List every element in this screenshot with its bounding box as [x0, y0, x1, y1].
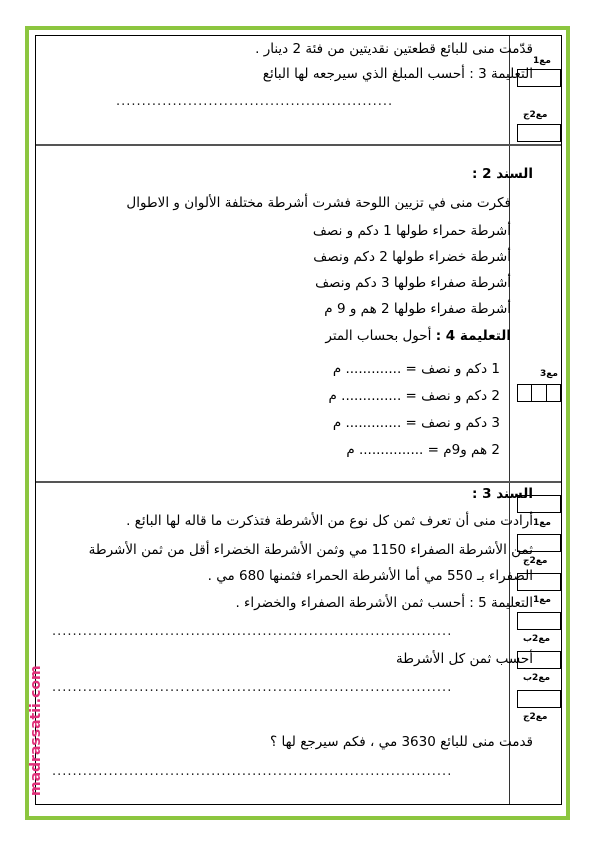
- criterion-label: مع2ج: [523, 712, 548, 722]
- score-box[interactable]: [517, 651, 561, 669]
- section2-item: أشرطة خضراء طولها 2 دكم ونصف: [313, 249, 511, 265]
- section3-line6: قدمت منى للبائع 3630 مي ، فكم سيرجع لها ؟: [270, 734, 533, 750]
- conversion-row[interactable]: 3 دكم و نصف = ............. م: [332, 415, 500, 431]
- score-box[interactable]: [517, 573, 561, 591]
- conversion-row[interactable]: 1 دكم و نصف = ............. م: [332, 361, 500, 377]
- score-box-triple[interactable]: [517, 384, 561, 402]
- criterion-label: مع2ج: [523, 110, 548, 120]
- section3-line2: ثمن الأشرطة الصفراء 1150 مي وثمن الأشرطة الخضراء أقل من ثمن الأشرطة: [88, 542, 533, 558]
- conversion-row[interactable]: 2 هم و9م = ............... م: [346, 442, 500, 458]
- section3-line5: أحسب ثمن كل الأشرطة: [396, 651, 533, 667]
- answer-line[interactable]: ..............................................................................: [52, 680, 453, 695]
- criteria-column-divider: [509, 36, 510, 804]
- section-divider-2: [36, 481, 561, 483]
- criterion-label: مع3: [540, 369, 558, 379]
- section3-line1: أرادت منى أن تعرف ثمن كل نوع من الأشرطة فتذكرت ما قاله لها البائع .: [126, 513, 533, 529]
- section2-intro: فكرت منى في تزيين اللوحة فشرت أشرطة مختلفة الألوان و الاطوال: [126, 195, 511, 211]
- section-divider-1: [36, 144, 561, 146]
- section3-instruction5: التعليمة 5 : أحسب ثمن الأشرطة الصفراء والخضراء .: [235, 595, 533, 611]
- section2-item: أشرطة حمراء طولها 1 دكم و نصف: [312, 223, 511, 239]
- section1-line1: قدّمت منى للبائع قطعتين نقديتين من فئة 2 دينار .: [255, 41, 533, 57]
- section3-line3: الصفراء بـ 550 مي أما الأشرطة الحمراء فثمنها 680 مي .: [207, 568, 533, 584]
- section1-instruction3: التعليمة 3 : أحسب المبلغ الذي سيرجعه لها البائع: [262, 66, 533, 82]
- answer-line[interactable]: ..............................................................................: [52, 624, 453, 639]
- watermark: [24, 636, 46, 796]
- section3-title: السند 3 :: [472, 486, 533, 502]
- score-box[interactable]: [517, 124, 561, 142]
- answer-line[interactable]: ..............................................................................: [52, 764, 453, 779]
- criterion-label: مع1: [533, 56, 551, 66]
- score-box[interactable]: [517, 495, 561, 513]
- instruction4-text: أحول بحساب المتر: [325, 328, 432, 344]
- section2-item: أشرطة صفراء طولها 2 هم و 9 م: [324, 301, 511, 317]
- section2-item: أشرطة صفراء طولها 3 دكم ونصف: [315, 275, 511, 291]
- score-box[interactable]: [517, 612, 561, 630]
- criterion-label: مع2ب: [523, 673, 551, 683]
- conversion-row[interactable]: 2 دكم و نصف = .............. م: [328, 388, 500, 404]
- score-box[interactable]: [517, 690, 561, 708]
- section2-title: السند 2 :: [472, 166, 533, 182]
- criterion-label: مع1: [533, 518, 551, 528]
- score-box[interactable]: [517, 534, 561, 552]
- criterion-label: مع2ب: [523, 634, 551, 644]
- answer-line[interactable]: ......................................................: [116, 94, 394, 109]
- criterion-label: مع1: [533, 595, 551, 605]
- criterion-label: مع2ج: [523, 556, 548, 566]
- watermark-text: madrassatii.com: [28, 665, 44, 796]
- score-box[interactable]: [517, 69, 561, 87]
- instruction4-label: التعليمة 4 :: [435, 328, 511, 344]
